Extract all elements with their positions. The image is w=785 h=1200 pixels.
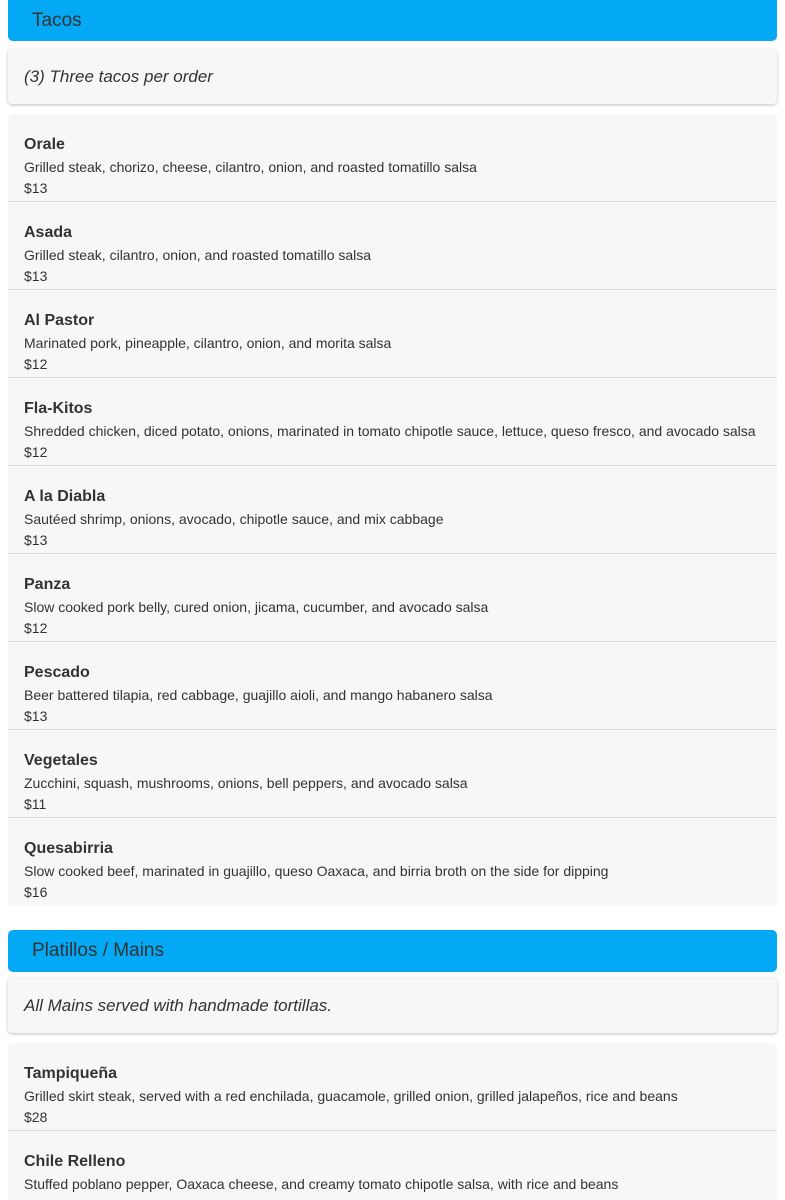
item-price: $13	[24, 180, 48, 196]
item-price: $12	[24, 444, 48, 460]
item-description: Stuffed poblano pepper, Oaxaca cheese, and creamy tomato chipotle salsa, with rice and beans	[24, 1176, 619, 1192]
item-description: Marinated pork, pineapple, cilantro, onion, and morita salsa	[24, 335, 392, 351]
section-title: Tacos	[32, 9, 82, 31]
item-description: Grilled skirt steak, served with a red enchilada, guacamole, grilled onion, grilled jalapeños, rice and beans	[24, 1088, 678, 1104]
section-header-tacos[interactable]	[8, 0, 777, 41]
item-price: $12	[24, 356, 48, 372]
item-price: $13	[24, 532, 48, 548]
item-price: $11	[24, 796, 47, 812]
item-description: Slow cooked pork belly, cured onion, jicama, cucumber, and avocado salsa	[24, 599, 489, 615]
item-description: Grilled steak, cilantro, onion, and roasted tomatillo salsa	[24, 247, 372, 263]
item-price: $12	[24, 620, 48, 636]
section-header-mains[interactable]	[8, 930, 777, 972]
section-spacer	[8, 906, 777, 930]
menu-item[interactable]	[8, 202, 777, 290]
item-name: Fla-Kitos	[24, 400, 93, 417]
section-note-text: (3) Three tacos per order	[24, 66, 213, 86]
item-name: Chile Relleno	[24, 1153, 126, 1170]
item-name: Vegetales	[24, 752, 98, 769]
menu-item[interactable]	[8, 114, 777, 202]
menu-item[interactable]	[8, 642, 777, 730]
item-description: Sautéed shrimp, onions, avocado, chipotle sauce, and mix cabbage	[24, 511, 444, 527]
section-note-text: All Mains served with handmade tortillas.	[24, 995, 333, 1015]
menu-item[interactable]	[8, 554, 777, 642]
section-note	[8, 49, 777, 104]
section-note	[8, 978, 777, 1033]
section-title: Platillos / Mains	[32, 940, 164, 961]
menu-item-list	[8, 1043, 777, 1200]
item-name: A la Diabla	[24, 488, 106, 505]
item-price: $28	[24, 1109, 48, 1125]
menu-item[interactable]	[8, 818, 777, 906]
item-description: Grilled steak, chorizo, cheese, cilantro, onion, and roasted tomatillo salsa	[24, 159, 477, 175]
menu-item[interactable]	[8, 730, 777, 818]
menu-item-list	[8, 114, 777, 906]
item-name: Orale	[24, 136, 65, 153]
item-description: Slow cooked beef, marinated in guajillo, queso Oaxaca, and birria broth on the side for dipping	[24, 863, 609, 879]
item-price: $13	[24, 268, 48, 284]
item-name: Tampiqueña	[24, 1065, 118, 1082]
item-name: Panza	[24, 576, 71, 593]
item-name: Pescado	[24, 664, 90, 681]
item-description: Zucchini, squash, mushrooms, onions, bell peppers, and avocado salsa	[24, 775, 468, 791]
item-description: Shredded chicken, diced potato, onions, marinated in tomato chipotle sauce, lettuce, queso fresco, and avocado salsa	[24, 423, 756, 439]
item-name: Al Pastor	[24, 312, 95, 329]
item-price: $13	[24, 708, 48, 724]
menu-item[interactable]	[8, 466, 777, 554]
menu-item[interactable]	[8, 290, 777, 378]
item-price: $16	[24, 884, 48, 900]
menu-item[interactable]	[8, 1043, 777, 1131]
item-name: Quesabirria	[24, 840, 113, 857]
item-name: Asada	[24, 224, 73, 241]
menu-item[interactable]	[8, 378, 777, 466]
menu-item[interactable]	[8, 1131, 777, 1200]
item-description: Beer battered tilapia, red cabbage, guajillo aioli, and mango habanero salsa	[24, 687, 493, 703]
